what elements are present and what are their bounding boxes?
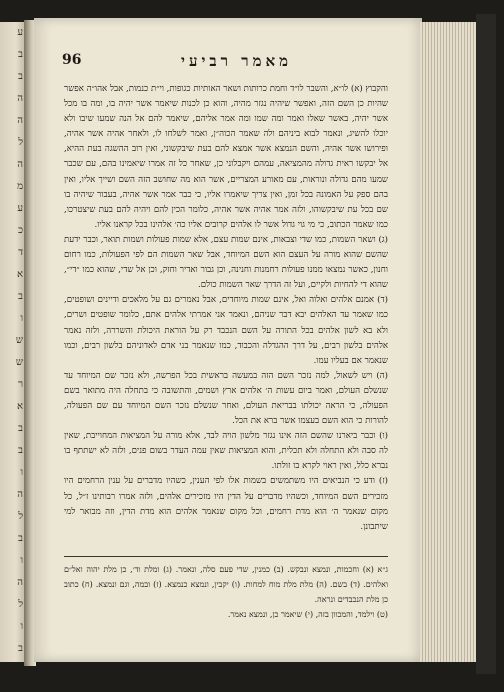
edge-char: ה <box>17 115 23 126</box>
edge-char: ע <box>17 203 23 214</box>
edge-char: ל <box>18 137 23 148</box>
edge-char: ה <box>17 93 23 104</box>
edge-char: ע <box>17 27 23 38</box>
edge-char: כ <box>18 225 23 236</box>
paragraph: (ו) וכבר ביארנו שהשם הזה אינו נגזר מלשון הויה לבד, אלא מורה על המציאות המחוייבת, שאין לה סבה ולא התחלה ולא תכלית, והוא המציאות שאין עמה העדר בשום פנים, ולזה לא ישתתף בו נברא כלל, ואין ראוי לקרא בו זולתו. <box>64 431 388 472</box>
page-number: 96 <box>62 52 82 68</box>
paragraph: (ז) ודע כי הנביאים היו משתמשים בשמות אלו לפי הענין, כשהיו מדברים על ענין הרחמים היו מזכירים השם המיוחד, וכשהיו מדברים על הדין היו מזכירים אלהים, ולזה אמרו רבותינו ז״ל, כל מקום שנאמר ה׳ הוא מדת רחמים, וכל מקום שנאמר אלהים הוא מדת הדין, וזה מבואר למי שיתבונן. <box>64 476 388 532</box>
edge-char: ה <box>17 489 23 500</box>
edge-char: ב <box>18 423 23 434</box>
edge-char: ה <box>17 577 23 588</box>
edge-char: ב <box>18 71 23 82</box>
main-text <box>64 82 388 535</box>
edge-char: ב <box>18 643 23 654</box>
footnotes <box>64 562 388 622</box>
edge-char: ל <box>18 599 23 610</box>
edge-char: א <box>16 269 23 280</box>
page-title: מאמר רביעי <box>181 52 292 70</box>
paragraph: (ג) ושאר השמות, כמו שדי וצבאות, אינם שמות עצם, אלא שמות פעולות ושמות תואר, וכבר ידעת שהשם שהוא מורה על העצם הוא השם המיוחד, אבל שאר השמות הם לפי הפעולות, כמו רחום וחנון, כאשר נמצאו ממנו פעולות רחמנות וחנינה, וכן גבור ואדיר וחזק, וכן אל שדי, שהוא כמו ״די״, שהוא די להחיות ולקיים, ועל זה הדרך שאר השמות כולם. <box>64 234 388 291</box>
edge-char: א <box>16 401 23 412</box>
book-page <box>34 18 422 662</box>
edge-char: מ <box>17 181 23 192</box>
edge-char: ב <box>18 533 23 544</box>
paragraph: והקבוץ (א) לו״א, והשבר לו״ד וחמת כרותות ושאר האותיות כגופות, וי״ת כנמות, אבל אהו״ה אפשר שהיות כן השם הזה, ואפשר שיהיה נגזר מהיה, והוא כן לכנות שיאמר אשר יהיה בו, ומה בו מכל אשר יהיה, באשר שאלו ואמר ומה שמו ומה אמר אליהם, שיאמר להם אל הנה שמעו שיבו ולא יוכלו להשיג, ונאמר לבוא ביניהם ולה שאמר הכוה״ן, ואמר לשלחו לו, ולאחר אהיה אשר אהיה, ופירושו אשר אהיה, והשם הנמצא אשר אמצא להם בעת שיבקשוני, ואין רוב ההשגה בעת ההיא, אל יבקשו ראית גדולה מהמציאה, עמהם ויקבלוני כן, שאחר כל זה אמרו שיאמינו בהם, עם שכבר שמעו מהם גדולה ונוראות, עם מאורע המצריים, אשר הוא מה שחושב הזה השם ושייך אליו, ואין בהם ספק על האמונה בכל זמן, ואין צריך שיאמרו אליו, כי כבר אמר אשר אהיה, בעבור שיהיה בו שם בכל עת שיבקשוהו, ולזה אמר אהיה אשר אהיה, כלומר הכין להם ויהיה להם בעת שיצטרכו, כמו שאמר הכתוב, כי מי גוי גדול אשר לו אלהים קרובים אליו כה׳ אלהינו בכל קראנו אליו. <box>64 84 388 230</box>
edge-char: ש <box>15 357 23 368</box>
footnote: ג״א (א) וחכמות, ונמצא ונבקש. (ב) כמנין, שדי פעם סלה, ונאמר. (ג) ומלת וד׳, כן מלת יהוה ואל״ם ואלהים. (ד) בשם. (ה) מלת מלת מוח למחות. (ו) יקבין, ונמצא כנמצא. (ז) ובמה, וגם ונמצא. (ח) כתוב כן מלת הנכבדים ונראה. <box>64 565 388 604</box>
edge-char: ב <box>18 49 23 60</box>
edge-char: ש <box>15 335 23 346</box>
paragraph: (ה) ויש לשאול, למה נזכר השם הזה במעשה בראשית בכל הפרשה, ולא נזכר שם המיוחד עד שנשלם העולם, ואמר ביום עשות ה׳ אלהים ארץ ושמים, והתשובה כי בתחלה היה מתואר בשם הפעולה, כי הראה יכולתו בבריאת העולם, ואחר שנשלם נזכר השם המיוחד עם שם הפעולה, להורות כי הוא השם בעצמו אשר ברא את הכל. <box>64 370 388 427</box>
footnote-divider <box>64 556 388 557</box>
edge-char: ו <box>20 555 23 566</box>
edge-char: ל <box>18 511 23 522</box>
edge-char: ב <box>18 445 23 456</box>
facing-page-edge <box>0 22 26 662</box>
edge-char: ו <box>20 313 23 324</box>
edge-char: ב <box>18 291 23 302</box>
running-head <box>62 52 392 74</box>
edge-char: ו <box>20 467 23 478</box>
footnote: (ט) וילמד, והמכוון בזה, (י) שיאמר כן, ונמצא נאמר. <box>227 610 388 619</box>
book-cover-edge <box>476 14 496 674</box>
edge-char: ד <box>18 247 23 258</box>
page-edges <box>420 22 480 662</box>
paragraph: (ד) אמנם אלהים ואלוה ואל, אינם שמות מיוחדים, אבל נאמרים גם על מלאכים ודיינים ושופטים, כמו שאמר עד האלהים יבא דבר שניהם, ונאמר אני אמרתי אלהים אתם, כלומר שופטים ושרים, ולא בא לשון אלהים בכל התורה על השם הנכבד רק על הוראת היכולת והשררה, ולזה נאמר אלהים בלשון רבים, על דרך ההגדלה והכבוד, כמו שנאמר בני אדם לאדוניהם בלשון רבים, וכמו שנאמר אם בעליו עמו. <box>64 295 388 366</box>
edge-char: ר <box>18 379 23 390</box>
edge-char: ה <box>17 159 23 170</box>
edge-char: ו <box>20 621 23 632</box>
